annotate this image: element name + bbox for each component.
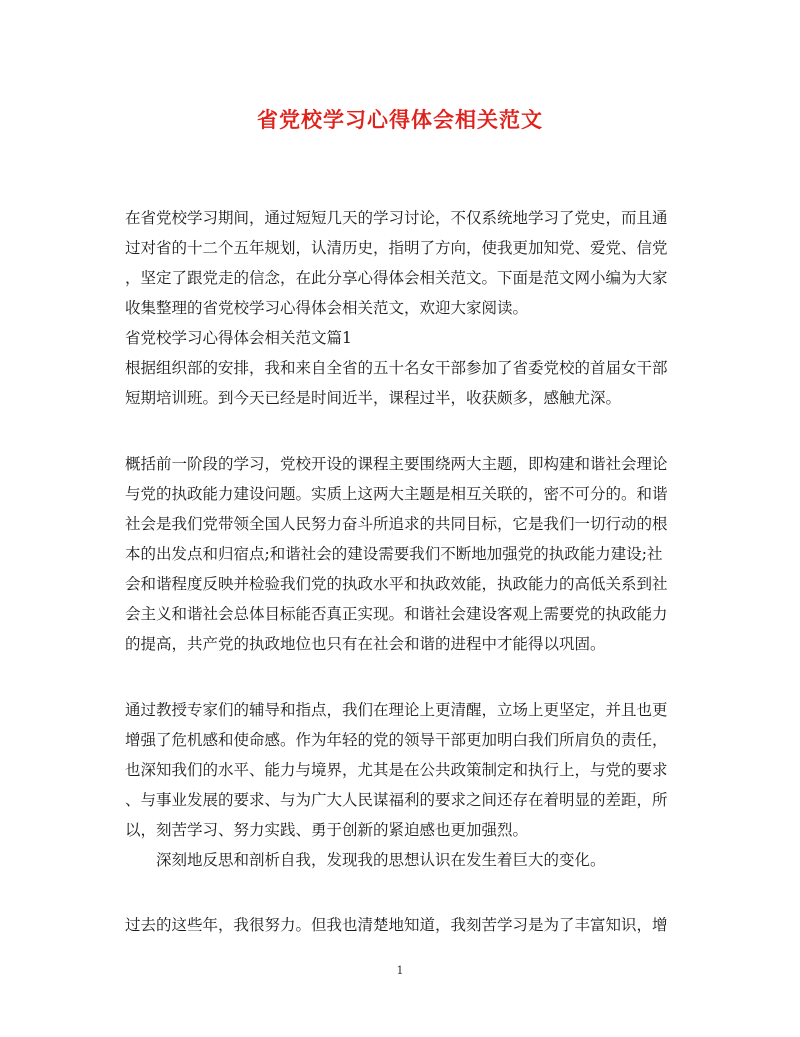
text-line: 本的出发点和归宿点;和谐社会的建设需要我们不断地加强党的执政能力建设;社 — [125, 545, 663, 563]
document-title: 省党校学习心得体会相关范文 — [257, 107, 543, 132]
text-line: 短期培训班。到今天已经是时间近半，课程过半，收获颇多，感触尤深。 — [125, 389, 622, 407]
text-line: 的提高，共产党的执政地位也只有在社会和谐的进程中才能得以巩固。 — [125, 635, 606, 653]
text-line: 社会是我们党带领全国人民努力奋斗所追求的共同目标，它是我们一切行动的根 — [125, 515, 668, 533]
text-line: 过去的这些年，我很努力。但我也清楚地知道，我刻苦学习是为了丰富知识，增 — [125, 916, 668, 934]
text-line: 收集整理的省党校学习心得体会相关范文，欢迎大家阅读。 — [125, 299, 529, 317]
text-line: 与党的执政能力建设问题。实质上这两大主题是相互关联的，密不可分的。和谐 — [125, 485, 668, 503]
page-number: 1 — [396, 964, 404, 977]
text-line: 在省党校学习期间，通过短短几天的学习讨论，不仅系统地学习了党史，而且通 — [125, 209, 668, 227]
text-line: 会和谐程度反映并检验我们党的执政水平和执政效能，执政能力的高低关系到社 — [125, 575, 668, 593]
text-line: 以，刻苦学习、努力实践、勇于创新的紧迫感也更加强烈。 — [125, 821, 529, 839]
text-line: 也深知我们的水平、能力与境界，尤其是在公共政策制定和执行上，与党的要求 — [125, 761, 668, 779]
text-line: ，坚定了跟党走的信念，在此分享心得体会相关范文。下面是范文网小编为大家 — [125, 269, 668, 287]
text-line: 过对省的十二个五年规划，认清历史，指明了方向，使我更加知党、爱党、信党 — [125, 239, 668, 257]
text-line: 增强了危机感和使命感。作为年轻的党的领导干部更加明白我们所肩负的责任， — [125, 731, 668, 749]
text-line: 概括前一阶段的学习，党校开设的课程主要围绕两大主题，即构建和谐社会理论 — [125, 455, 668, 473]
text-line: 根据组织部的安排，我和来自全省的五十名女干部参加了省委党校的首届女干部 — [125, 359, 668, 377]
text-line: 通过教授专家们的辅导和指点，我们在理论上更清醒，立场上更坚定，并且也更 — [125, 701, 668, 719]
section-heading: 省党校学习心得体会相关范文篇1 — [125, 329, 352, 347]
text-line: 深刻地反思和剖析自我，发现我的思想认识在发生着巨大的变化。 — [156, 851, 606, 869]
text-line: 、与事业发展的要求、与为广大人民谋福利的要求之间还存在着明显的差距，所 — [125, 791, 668, 809]
text-line: 会主义和谐社会总体目标能否真正实现。和谐社会建设客观上需要党的执政能力 — [125, 605, 668, 623]
